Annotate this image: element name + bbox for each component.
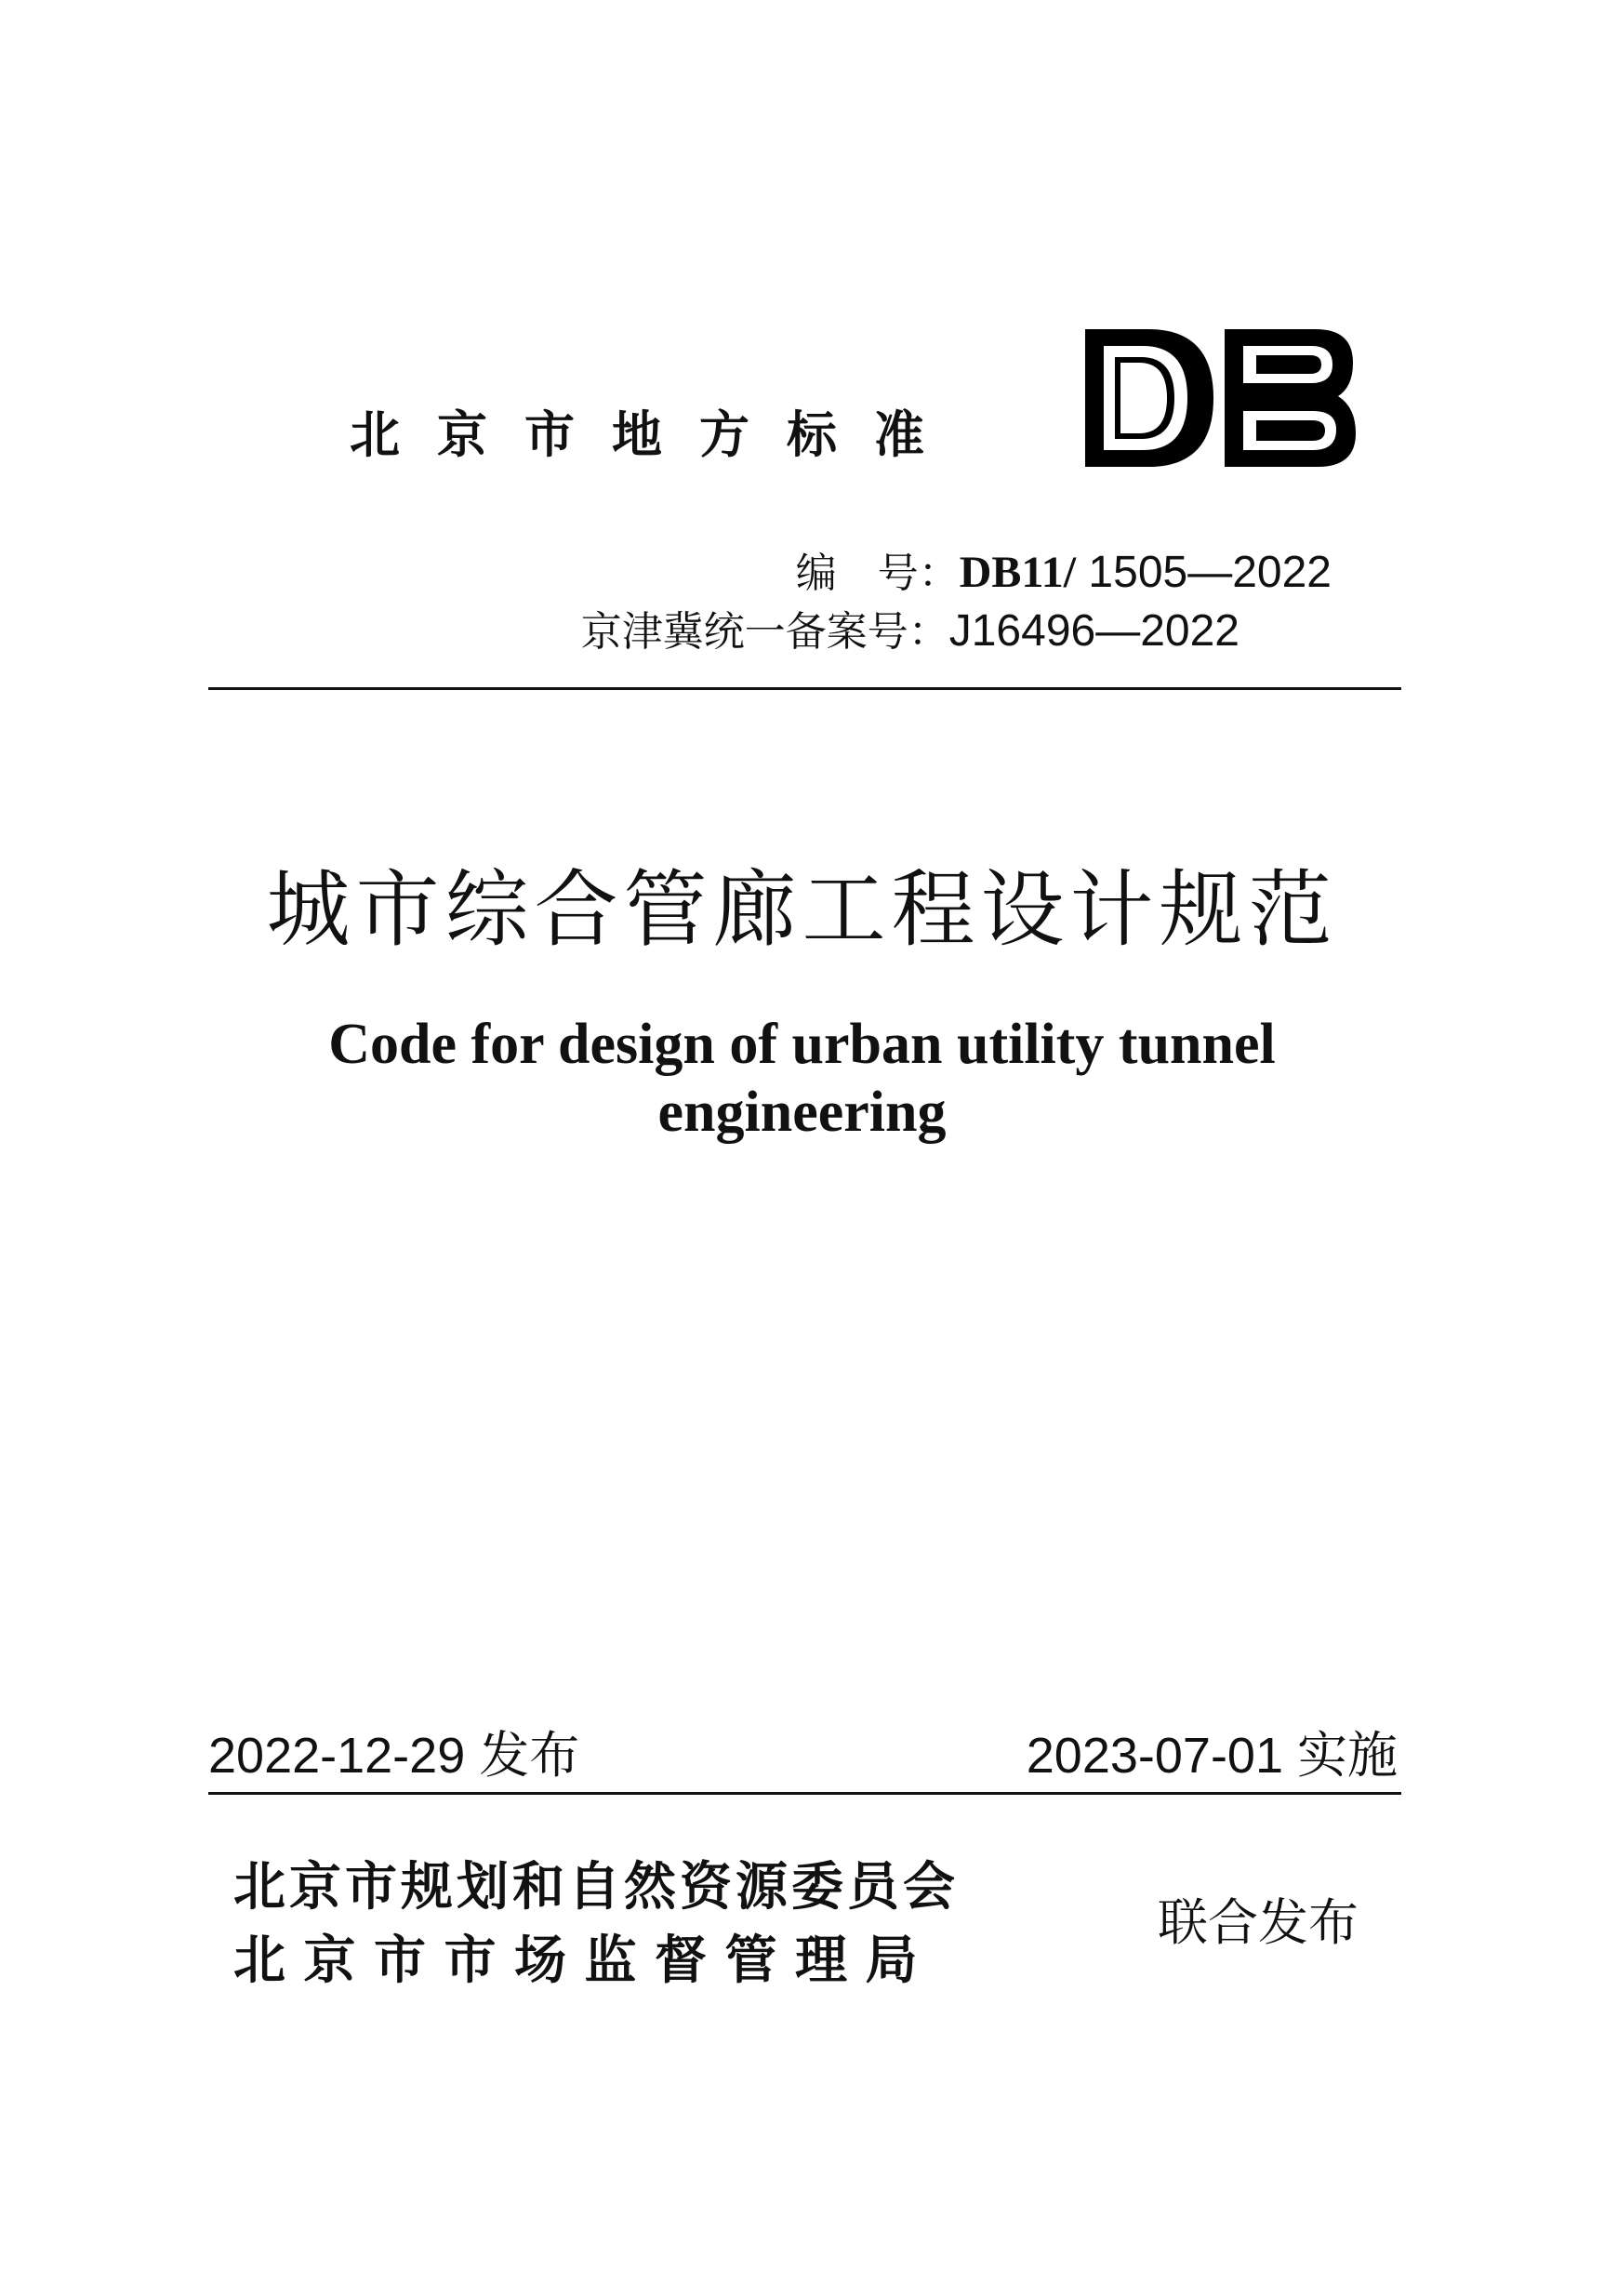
db-logo-d	[1085, 329, 1213, 467]
standard-number	[796, 539, 1332, 599]
record-number-label: 京津冀统一备案号：	[580, 608, 949, 656]
effective-date: 2023-07-01 实施	[1026, 1728, 1398, 1784]
record-number-value: J16496—2022	[948, 606, 1239, 656]
issuer-org-2: 北 京 市 市 场 监 督 管 理 局	[233, 1931, 918, 1991]
db-logo	[1083, 325, 1358, 471]
document-title-en-line1: Code for design of urban utility tunnel	[328, 1013, 1276, 1076]
bottom-divider	[208, 1792, 1401, 1795]
standard-number-label: 编 号：	[795, 550, 960, 597]
standard-number-value: 1505—2022	[1076, 548, 1332, 597]
joint-issue-label: 联合发布	[1158, 1893, 1359, 1952]
standard-type-heading: 北京市地方标准	[350, 405, 961, 464]
document-title-zh: 城市综合管廊工程设计规范	[266, 861, 1338, 959]
issue-date: 2022-12-29 发布	[208, 1728, 580, 1784]
top-divider	[208, 687, 1401, 690]
standard-number-prefix: DB11/	[959, 548, 1077, 597]
db-logo-b	[1225, 329, 1356, 467]
issuer-org-1: 北京市规划和自然资源委员会	[233, 1857, 959, 1918]
document-title-en-line2: engineering	[657, 1081, 947, 1144]
record-number	[581, 598, 1239, 657]
